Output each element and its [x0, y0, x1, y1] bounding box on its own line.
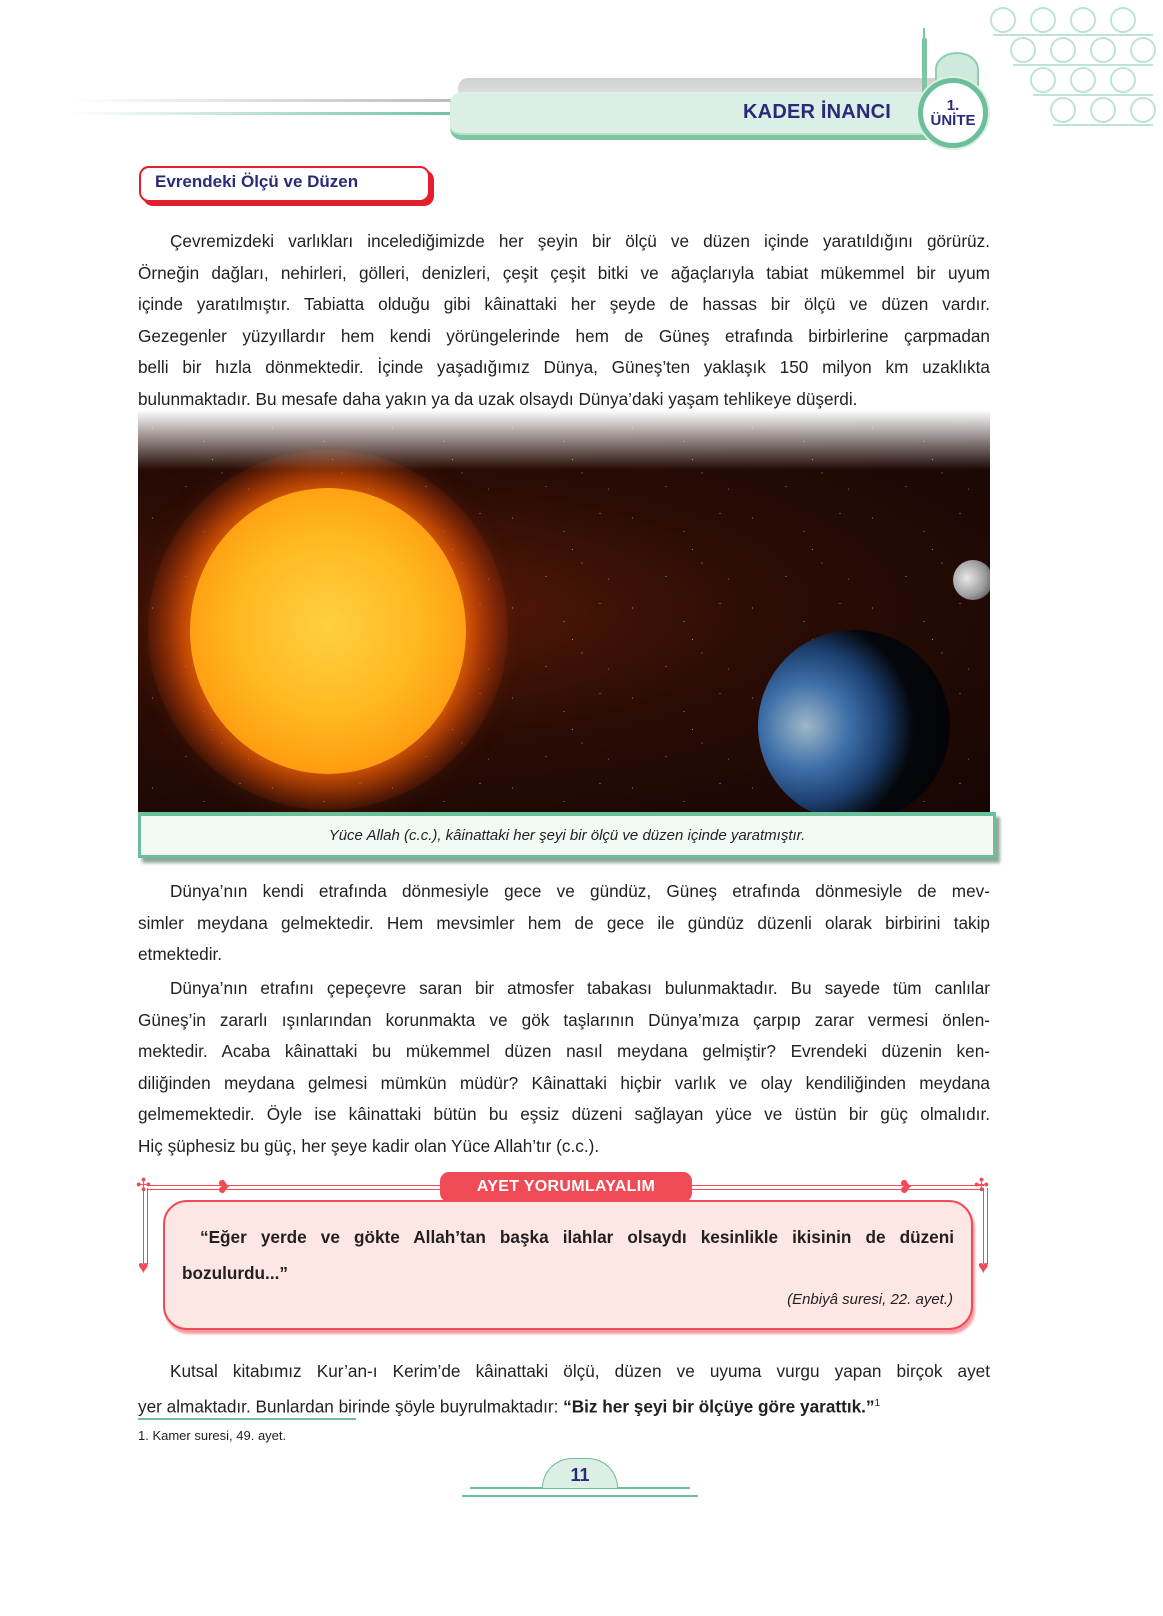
text-line: simler meydana gelmektedir. Hem mevsimler hem de gece ile gündüz düzenli olarak birbirini takip [138, 912, 990, 933]
tulip-ornament-icon: ♥ [138, 1257, 149, 1277]
quran-quote: “Biz her şeyi bir ölçüye göre yarattık.” [563, 1396, 875, 1417]
page-number: 11 [570, 1465, 590, 1485]
text-line: mektedir. Acaba kâinattaki bu mükemmel düzen nasıl meydana gelmiştir? Evrendeki düzenin ken- [138, 1041, 990, 1061]
quote-line: “Eğer yerde ve gökte Allah’tan başka ilahlar olsaydı kesinlikle ikisinin de düzeni [200, 1227, 954, 1247]
text-line: Çevremizdeki varlıkları incelediğimizde her şeyin bir ölçü ve düzen içinde yaratıldığını görürüz. [170, 231, 990, 251]
chapter-title: KADER İNANCI [743, 101, 891, 123]
text-line: Örneğin dağları, nehirleri, gölleri, denizleri, çeşit çeşit bitki ve ağaçlarıyla tabiat mükemmel bir uyum [138, 262, 990, 283]
ayet-source: (Enbiyâ suresi, 22. ayet.) [787, 1291, 953, 1308]
tulip-ornament-icon: ❥ [216, 1177, 232, 1197]
ayet-tab [440, 1172, 692, 1202]
text-line: Gezegenler yüzyıllardır hem kendi yörüngelerinde hem de Güneş etrafında birbirlerine çarpmadan [138, 325, 990, 346]
frame-rule-left-vertical [143, 1188, 148, 1264]
text-line: belli bir hızla dönmektedir. İçinde yaşadığımız Dünya, Güneş’ten yaklaşık 150 milyon km uzaklıkta [138, 357, 990, 377]
tulip-ornament-icon: ♥ [978, 1257, 989, 1277]
earth-icon [758, 630, 950, 812]
text-line: Hiç şüphesiz bu güç, her şeye kadir olan Yüce Allah’tır (c.c.). [138, 1135, 600, 1156]
arabesque-ornament-icon [963, 0, 1163, 140]
ayet-quote [182, 1219, 954, 1291]
header-rule-green [70, 112, 470, 115]
sun-earth-image [138, 410, 990, 812]
section-heading [139, 166, 430, 202]
paragraph-1 [138, 226, 990, 415]
paragraph-4 [138, 1356, 990, 1423]
footnote-reference[interactable]: 1 [874, 1397, 881, 1409]
ayet-tab-label: AYET YORUMLAYALIM [476, 1178, 656, 1195]
sun-icon [190, 488, 466, 774]
paragraph-3 [138, 973, 990, 1162]
figure-caption-text: Yüce Allah (c.c.), kâinattaki her şeyi bir ölçü ve düzen içinde yaratmıştır. [328, 827, 806, 844]
page-rule-bottom [462, 1495, 698, 1497]
unit-number: 1. [946, 96, 960, 114]
header-rule-gray [70, 99, 470, 102]
tulip-ornament-icon: ❥ [898, 1177, 914, 1197]
text-line: Güneş’in zararlı ışınlarından korunmakta ve gök taşlarının Dünya’mıza çarpıp zarar vermesi önlen- [138, 1009, 990, 1030]
text-line: içinde yaratılmıştır. Tabiatta olduğu gibi kâinattaki her şeyde de hassas bir ölçü ve düzen vardır. [138, 294, 990, 314]
unit-badge [918, 78, 988, 148]
figure-caption [138, 812, 996, 858]
frame-rule-right-vertical [983, 1188, 988, 1264]
frame-rule-right [688, 1185, 984, 1190]
text-line: diliğinden meydana gelmesi mümkün müdür? Kâinattaki hiçbir varlık ve olay kendiliğinden meydana [138, 1072, 990, 1093]
section-heading-text: Evrendeki Ölçü ve Düzen [155, 172, 359, 191]
text-line: gelmemektedir. Öyle ise kâinattaki bütün bu eşsiz düzeni sağlayan yüce ve üstün bir güç olmalıdır. [138, 1104, 990, 1124]
frame-rule-left [148, 1185, 448, 1190]
page-header [0, 0, 1163, 150]
unit-label: ÜNİTE [930, 111, 976, 129]
text-line: Dünya’nın kendi etrafında dönmesiyle gece ve gündüz, Güneş etrafında dönmesiyle de mev- [170, 881, 990, 901]
page-number-badge [542, 1458, 618, 1488]
text-line: Dünya’nın etrafını çepeçevre saran bir atmosfer tabakası bulunmaktadır. Bu sayede tüm canlılar [170, 978, 990, 998]
footnote: 1. Kamer suresi, 49. ayet. [138, 1428, 287, 1443]
quote-line: bozulurdu...” [182, 1263, 288, 1283]
moon-icon [953, 560, 990, 600]
corner-flower-icon: ✣ [974, 1175, 990, 1195]
text-line: etmektedir. [138, 944, 223, 964]
text-line: yer almaktadır. Bunlardan birinde şöyle buyrulmaktadır: [138, 1396, 564, 1417]
footnote-divider [138, 1418, 356, 1420]
image-top-fade [138, 410, 990, 470]
text-line: bulunmaktadır. Bu mesafe daha yakın ya da uzak olsaydı Dünya’daki yaşam tehlikeye düşerdi. [138, 388, 858, 409]
paragraph-2 [138, 876, 990, 971]
corner-flower-icon: ✣ [136, 1175, 152, 1195]
text-line: Kutsal kitabımız Kur’an-ı Kerim’de kâinattaki ölçü, düzen ve uyuma vurgu yapan birçok ayet [170, 1361, 990, 1381]
